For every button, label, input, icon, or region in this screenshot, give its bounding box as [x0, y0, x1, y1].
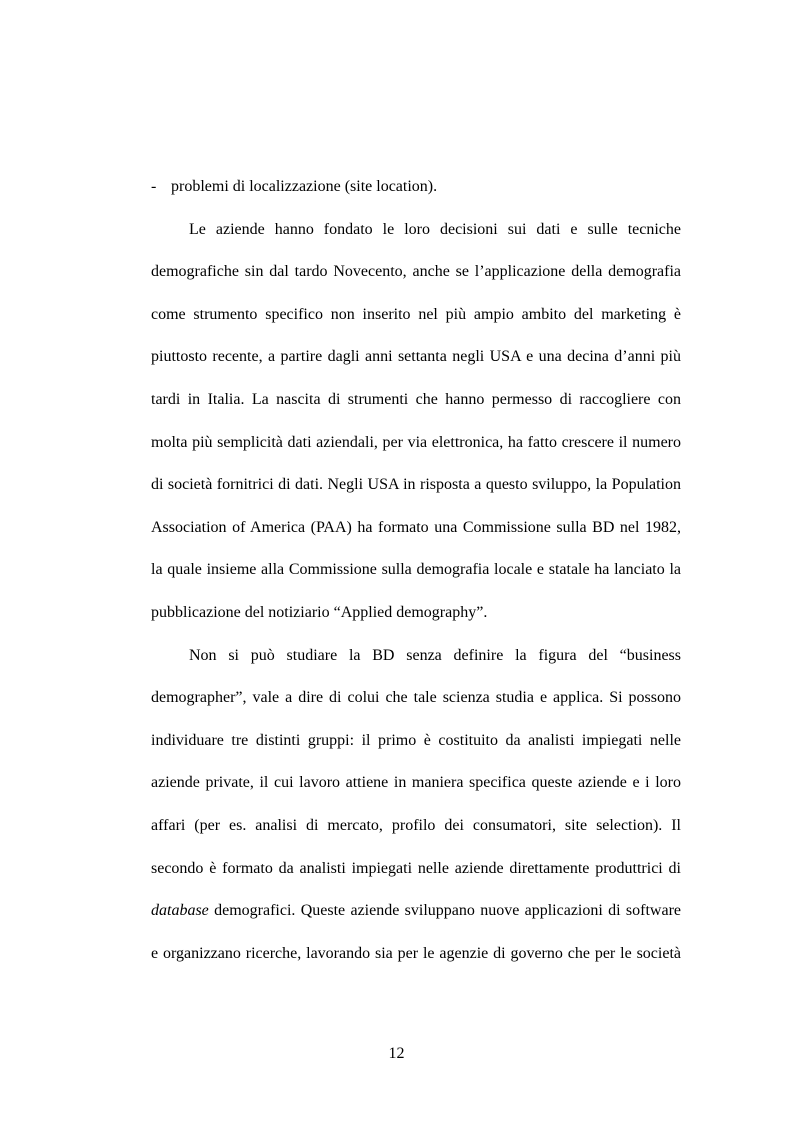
paragraph-line: demografiche sin dal tardo Novecento, anche se l’applicazione della demografia — [151, 263, 681, 281]
paragraph-line: Association of America (PAA) ha formato una Commissione sulla BD nel 1982, — [151, 518, 681, 536]
paragraph-line: secondo è formato da analisti impiegati nelle aziende direttamente produttrici di — [151, 859, 681, 877]
paragraph-1 — [151, 215, 681, 641]
paragraph-line: tardi in Italia. La nascita di strumenti che hanno permesso di raccogliere con — [151, 390, 681, 408]
paragraph-line: aziende private, il cui lavoro attiene in maniera specifica queste aziende e i loro — [151, 774, 681, 792]
bullet-mark: - — [151, 178, 157, 195]
paragraph-line: molta più semplicità dati aziendali, per via elettronica, ha fatto crescere il numero — [151, 433, 681, 451]
paragraph-line: come strumento specifico non inserito nel più ampio ambito del marketing è — [151, 305, 681, 323]
paragraph-line: affari (per es. analisi di mercato, profilo dei consumatori, site selection). Il — [151, 816, 681, 834]
paragraph-2 — [151, 641, 681, 982]
page-body — [151, 172, 681, 981]
paragraph-line — [151, 896, 681, 939]
paragraph-line: piuttosto recente, a partire dagli anni settanta negli USA e una decina d’anni più — [151, 348, 681, 366]
bullet-text: problemi di localizzazione (site location). — [171, 178, 438, 195]
paragraph-line: pubblicazione del notiziario “Applied demography”. — [151, 603, 488, 621]
paragraph-line: Le aziende hanno fondato le loro decisioni sui dati e sulle tecniche — [189, 220, 681, 238]
paragraph-line: Non si può studiare la BD senza definire la figura del “business — [189, 646, 681, 664]
page-number: 12 — [388, 1045, 405, 1062]
italic-term: database — [151, 902, 209, 920]
paragraph-line: demographer”, vale a dire di colui che tale scienza studia e applica. Si possono — [151, 689, 681, 707]
paragraph-line: di società fornitrici di dati. Negli USA in risposta a questo sviluppo, la Population — [151, 476, 681, 494]
line-text: demografici. Queste aziende sviluppano nuove applicazioni di software — [208, 902, 681, 920]
bullet-item — [151, 172, 681, 215]
paragraph-line: individuare tre distinti gruppi: il primo è costituito da analisti impiegati nelle — [151, 731, 681, 749]
paragraph-line: la quale insieme alla Commissione sulla demografia locale e statale ha lanciato la — [151, 561, 681, 579]
paragraph-line: e organizzano ricerche, lavorando sia per le agenzie di governo che per le società — [151, 944, 681, 962]
